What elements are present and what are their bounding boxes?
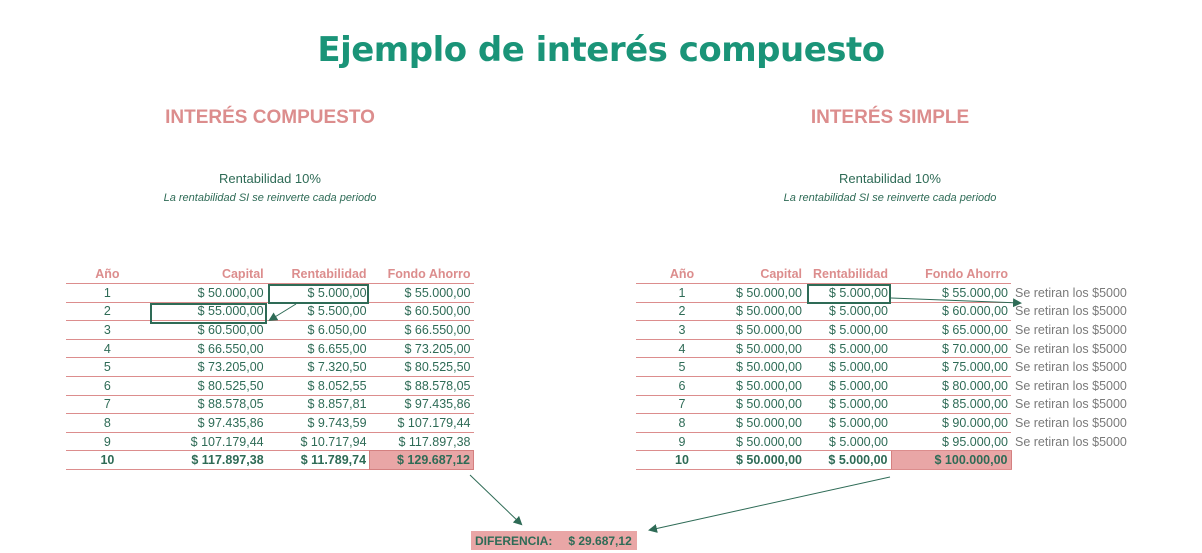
cell-capital: $ 50.000,00	[728, 376, 805, 395]
note-cell: Se retiran los $5000	[1015, 304, 1127, 319]
cell-capital: $ 88.578,05	[197, 397, 264, 412]
cell-anio: 1	[103, 285, 111, 300]
cell-capital: $ 80.525,50	[197, 378, 264, 393]
note-cell: Se retiran los $5000	[1015, 341, 1127, 356]
column-header: Fondo Ahorro	[387, 267, 471, 281]
cell-capital: $ 50.000,00	[728, 414, 805, 433]
cell-rentabilidad: $ 5.000,00	[805, 414, 891, 433]
cell-capital: $ 107.179,44	[190, 434, 264, 449]
note-cell: Se retiran los $5000	[1015, 415, 1127, 430]
cell-fondo: $ 60.000,00	[891, 302, 1011, 321]
cell-fondo: $ 80.000,00	[891, 376, 1011, 395]
column-header: Fondo Ahorro	[891, 265, 1011, 284]
cell-anio: 7	[103, 397, 111, 412]
cell-rentabilidad: $ 8.857,81	[307, 397, 367, 412]
cell-fondo: $ 97.435,86	[404, 397, 471, 412]
compound-heading: INTERÉS COMPUESTO	[165, 107, 375, 128]
cell-rentabilidad: $ 5.000,00	[805, 395, 891, 414]
cell-fondo: $ 107.179,44	[397, 415, 471, 430]
cell-anio: 7	[636, 395, 728, 414]
arrow-simple-to-diff	[650, 477, 890, 530]
cell-capital: $ 60.500,00	[197, 322, 264, 337]
cell-rentabilidad: $ 9.743,59	[307, 415, 367, 430]
arrow-retiro	[891, 298, 1020, 303]
cell-rentabilidad: $ 6.050,00	[307, 322, 367, 337]
cell-capital: $ 50.000,00	[728, 284, 805, 303]
cell-capital: $ 117.897,38	[191, 453, 264, 468]
note-cell: Se retiran los $5000	[1015, 397, 1127, 412]
cell-fondo: $ 65.000,00	[891, 321, 1011, 340]
cell-capital: $ 73.205,00	[197, 360, 264, 375]
note-cell: Se retiran los $5000	[1015, 322, 1127, 337]
cell-anio: 3	[636, 321, 728, 340]
cell-rentabilidad: $ 5.000,00	[307, 285, 367, 300]
column-header: Capital	[221, 267, 264, 281]
cell-anio: 1	[636, 284, 728, 303]
cell-capital: $ 50.000,00	[728, 358, 805, 377]
cell-fondo: $ 88.578,05	[404, 378, 471, 393]
column-header: Rentabilidad	[805, 265, 891, 284]
column-header: Año	[95, 267, 120, 281]
cell-fondo: $ 85.000,00	[891, 395, 1011, 414]
cell-fondo: $ 75.000,00	[891, 358, 1011, 377]
cell-capital: $ 66.550,00	[197, 341, 264, 356]
simple-reinversion: La rentabilidad SI se reinverte cada periodo	[783, 192, 997, 204]
column-header: Año	[636, 265, 728, 284]
cell-rentabilidad: $ 5.000,00	[805, 358, 891, 377]
column-header: Rentabilidad	[291, 267, 367, 281]
cell-rentabilidad: $ 7.320,50	[307, 360, 367, 375]
cell-capital: $ 50.000,00	[728, 451, 805, 470]
cell-fondo: $ 80.525,50	[404, 360, 471, 375]
simple-heading: INTERÉS SIMPLE	[810, 107, 970, 128]
cell-anio: 9	[103, 434, 111, 449]
compound-reinversion: La rentabilidad SI se reinverte cada periodo	[163, 192, 377, 204]
cell-fondo: $ 55.000,00	[404, 285, 471, 300]
cell-fondo: $ 90.000,00	[891, 414, 1011, 433]
diferencia-box	[471, 531, 637, 550]
cell-fondo: $ 70.000,00	[891, 339, 1011, 358]
cell-anio: 8	[636, 414, 728, 433]
cell-capital: $ 97.435,86	[197, 415, 264, 430]
cell-rentabilidad: $ 5.000,00	[805, 302, 891, 321]
page-title: Ejemplo de interés compuesto	[317, 30, 885, 70]
cell-rentabilidad: $ 5.000,00	[805, 451, 891, 470]
diferencia-value: $ 29.687,12	[568, 533, 632, 548]
cell-capital: $ 50.000,00	[728, 302, 805, 321]
cell-fondo: $ 66.550,00	[404, 322, 471, 337]
cell-capital: $ 50.000,00	[197, 285, 264, 300]
cell-rentabilidad: $ 5.000,00	[805, 284, 891, 303]
cell-anio: 6	[103, 378, 111, 393]
arrow-reinvest	[270, 304, 296, 320]
arrow-compound-to-diff	[470, 475, 521, 524]
cell-fondo: $ 100.000,00	[891, 451, 1011, 470]
cell-fondo: $ 55.000,00	[891, 284, 1011, 303]
cell-capital: $ 55.000,00	[197, 304, 264, 319]
cell-anio: 2	[636, 302, 728, 321]
cell-rentabilidad: $ 11.789,74	[300, 453, 367, 468]
cell-anio: 8	[103, 415, 111, 430]
cell-fondo: $ 129.687,12	[370, 451, 474, 470]
cell-anio: 2	[103, 304, 111, 319]
cell-rentabilidad: $ 5.000,00	[805, 321, 891, 340]
cell-rentabilidad: $ 6.655,00	[307, 341, 367, 356]
cell-capital: $ 50.000,00	[728, 395, 805, 414]
diferencia-label: DIFERENCIA:	[475, 533, 553, 548]
note-cell: Se retiran los $5000	[1015, 378, 1127, 393]
cell-anio: 4	[636, 339, 728, 358]
cell-anio: 5	[103, 360, 111, 375]
cell-rentabilidad: $ 8.052,55	[307, 378, 367, 393]
cell-fondo: $ 117.897,38	[398, 434, 471, 449]
cell-rentabilidad: $ 5.000,00	[805, 339, 891, 358]
cell-anio: 9	[636, 432, 728, 451]
cell-rentabilidad: $ 5.500,00	[307, 304, 367, 319]
cell-anio: 10	[100, 453, 115, 468]
cell-capital: $ 50.000,00	[728, 321, 805, 340]
cell-anio: 6	[636, 376, 728, 395]
cell-anio: 5	[636, 358, 728, 377]
compound-rentabilidad: Rentabilidad 10%	[219, 171, 321, 186]
cell-rentabilidad: $ 5.000,00	[805, 432, 891, 451]
cell-fondo: $ 60.500,00	[404, 304, 471, 319]
column-header: Capital	[728, 265, 805, 284]
cell-capital: $ 50.000,00	[728, 432, 805, 451]
note-cell: Se retiran los $5000	[1015, 434, 1127, 449]
cell-rentabilidad: $ 5.000,00	[805, 376, 891, 395]
cell-fondo: $ 95.000,00	[891, 432, 1011, 451]
cell-capital: $ 50.000,00	[728, 339, 805, 358]
cell-rentabilidad: $ 10.717,94	[300, 434, 367, 449]
cell-anio: 10	[636, 451, 728, 470]
note-cell: Se retiran los $5000	[1015, 360, 1127, 375]
cell-anio: 4	[103, 341, 111, 356]
cell-fondo: $ 73.205,00	[404, 341, 471, 356]
note-cell: Se retiran los $5000	[1015, 285, 1127, 300]
simple-rentabilidad: Rentabilidad 10%	[839, 171, 941, 186]
cell-anio: 3	[103, 322, 111, 337]
